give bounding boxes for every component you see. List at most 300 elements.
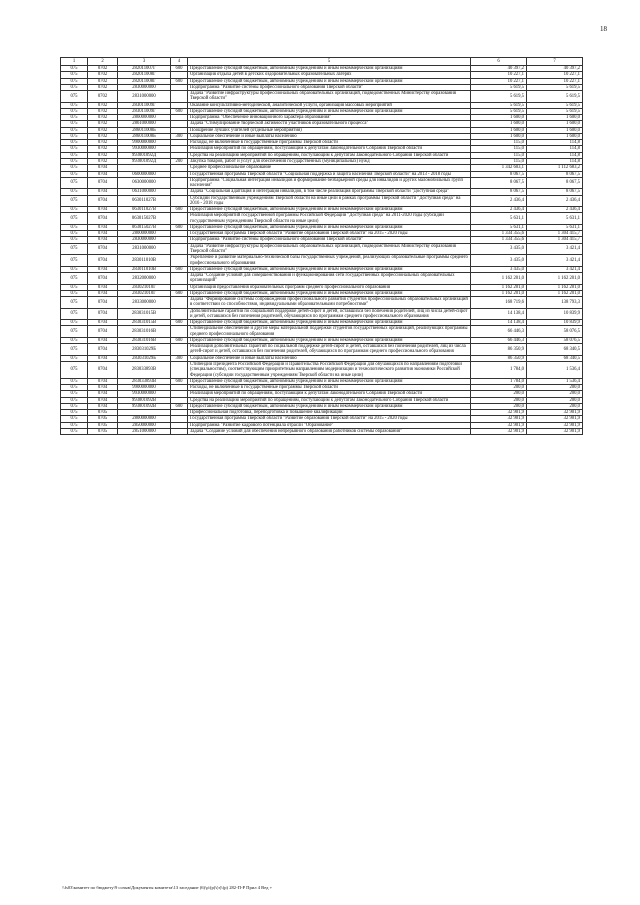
section-code-cell: 0704 xyxy=(88,308,118,320)
ministry-code-cell: 075 xyxy=(61,297,88,309)
target-article-code-cell: 283021010Г xyxy=(118,290,171,296)
section-code-cell: 0702 xyxy=(88,158,118,164)
plan-amount-cell: 1 784,0 xyxy=(471,362,527,379)
ministry-code-cell: 075 xyxy=(61,108,88,114)
actual-amount-cell: 138 793,3 xyxy=(527,297,583,309)
ministry-code-cell: 075 xyxy=(61,91,88,103)
plan-amount-cell: 5 619,5 xyxy=(471,91,527,103)
section-code-cell: 0704 xyxy=(88,177,118,189)
target-article-code-cell: 993001092В xyxy=(118,403,171,409)
actual-amount-cell: 1 162 201,0 xyxy=(527,273,583,285)
actual-amount-cell: 200,0 xyxy=(527,391,583,397)
ministry-code-cell: 075 xyxy=(61,165,88,171)
expense-type-code-cell: 200 xyxy=(171,158,188,164)
actual-amount-cell: 8 067,5 xyxy=(527,189,583,195)
actual-amount-cell: 114,8 xyxy=(527,152,583,158)
section-code-cell: 0702 xyxy=(88,91,118,103)
actual-amount-cell: 10 839,9 xyxy=(527,320,583,326)
plan-amount-cell: 200,0 xyxy=(471,403,527,409)
plan-amount-cell: 40 397,2 xyxy=(471,66,527,72)
actual-amount-cell: 58 076,5 xyxy=(527,337,583,343)
section-code-cell: 0704 xyxy=(88,231,118,237)
target-article-code-cell: 2831000000 xyxy=(118,243,171,255)
ministry-code-cell: 075 xyxy=(61,224,88,230)
actual-amount-cell: 58 076,5 xyxy=(527,326,583,338)
expense-type-code-cell xyxy=(171,308,188,320)
plan-amount-cell: 8 067,5 xyxy=(471,189,527,195)
section-code-cell: 0702 xyxy=(88,146,118,152)
actual-amount-cell: 32 901,9 xyxy=(527,428,583,434)
plan-amount-cell: 10 227,1 xyxy=(471,72,527,78)
description-cell: Профессиональная подготовка, переподготовка и повышение квалификации xyxy=(188,410,471,416)
expense-type-code-cell: 300 xyxy=(171,355,188,361)
actual-amount-cell: 3 421,4 xyxy=(527,243,583,255)
ministry-code-cell: 075 xyxy=(61,422,88,428)
target-article-code-cell: 2860000000 xyxy=(118,115,171,121)
actual-amount-cell: 1 536,4 xyxy=(527,378,583,384)
ministry-code-cell: 075 xyxy=(61,243,88,255)
target-article-code-cell: 9900000000 xyxy=(118,140,171,146)
expense-type-code-cell: 600 xyxy=(171,66,188,72)
description-cell: Укрепление и развитие материально-технической базы государственных учреждений, реализующих образовательные программы среднего профессионального образования xyxy=(188,255,471,267)
plan-amount-cell: 1 600,0 xyxy=(471,127,527,133)
target-article-code-cell: 2800000000 xyxy=(118,416,171,422)
expense-type-code-cell xyxy=(171,428,188,434)
table-header-row xyxy=(61,58,583,66)
table-row xyxy=(61,243,583,255)
section-code-cell: 0704 xyxy=(88,284,118,290)
description-cell: Задача "Стимулирование творческой активности участников образовательного процесса" xyxy=(188,121,471,127)
expense-type-code-cell xyxy=(171,326,188,338)
section-code-cell: 0704 xyxy=(88,266,118,272)
description-cell: Подпрограмма "Развитие кадрового потенциала отрасли "Образование" xyxy=(188,422,471,428)
target-article-code-cell: 2850000000 xyxy=(118,422,171,428)
target-article-code-cell: 993001092Д xyxy=(118,152,171,158)
expense-type-code-cell: 300 xyxy=(171,133,188,139)
actual-amount-cell: 1 304 415,7 xyxy=(527,237,583,243)
actual-amount-cell: 3 421,4 xyxy=(527,266,583,272)
description-cell: Задача "Развитие инфраструктуры профессиональных образовательных организаций, подведомственных Министерству образования Тверской области" xyxy=(188,91,471,103)
actual-amount-cell: 114,8 xyxy=(527,146,583,152)
target-article-code-cell: 283031016В xyxy=(118,326,171,338)
table-row xyxy=(61,195,583,207)
section-code-cell: 0704 xyxy=(88,320,118,326)
ministry-code-cell: 075 xyxy=(61,66,88,72)
description-cell: Реализация мероприятий государственной программы Российской Федерации "Доступная среда" на 2011-2020 годы (субсидии государственным учреждениям Тверской области на иные цели) xyxy=(188,213,471,225)
section-code-cell: 0704 xyxy=(88,290,118,296)
footer-file-path: \\fs03\комитет по бюджету\9 созыв\Документы комитета\13 заседание (6)\р\(р)\(з)\(р) 282-П-Р Прил 4 Вед + xyxy=(62,885,273,890)
target-article-code-cell: 283031015В xyxy=(118,320,171,326)
ministry-code-cell: 075 xyxy=(61,344,88,356)
description-cell: Подпрограмма "Развитие системы профессионального образования Тверской области" xyxy=(188,84,471,90)
description-cell: Предоставление субсидий бюджетным, автономным учреждениям и иным некоммерческим организациям xyxy=(188,403,471,409)
table-row xyxy=(61,290,583,296)
plan-amount-cell: 200,0 xyxy=(471,391,527,397)
table-row xyxy=(61,284,583,290)
section-code-cell: 0704 xyxy=(88,207,118,213)
plan-amount-cell: 32 901,9 xyxy=(471,422,527,428)
actual-amount-cell: 5 631,1 xyxy=(527,213,583,225)
actual-amount-cell: 1 304 415,7 xyxy=(527,231,583,237)
description-cell: Предоставление субсидий бюджетным, автономным учреждениям и иным некоммерческим организациям xyxy=(188,290,471,296)
actual-amount-cell: 1 162 201,0 xyxy=(527,284,583,290)
target-article-code-cell: 283031029Б xyxy=(118,355,171,361)
actual-amount-cell: 10 227,1 xyxy=(527,78,583,84)
plan-amount-cell: 1 600,0 xyxy=(471,121,527,127)
section-code-cell: 0704 xyxy=(88,243,118,255)
ministry-code-cell: 075 xyxy=(61,273,88,285)
plan-amount-cell: 5 619,5 xyxy=(471,108,527,114)
plan-amount-cell: 66 446,3 xyxy=(471,337,527,343)
section-code-cell: 0702 xyxy=(88,72,118,78)
actual-amount-cell: 114,8 xyxy=(527,158,583,164)
description-cell: Предоставление субсидий бюджетным, автономным учреждениям и иным некоммерческим организациям xyxy=(188,266,471,272)
actual-amount-cell: 10 839,9 xyxy=(527,308,583,320)
plan-amount-cell: 5 631,1 xyxy=(471,224,527,230)
section-code-cell: 0705 xyxy=(88,422,118,428)
ministry-code-cell: 075 xyxy=(61,78,88,84)
target-article-code-cell: 063015027В xyxy=(118,224,171,230)
plan-amount-cell: 115,0 xyxy=(471,158,527,164)
description-cell: Подпрограмма "Развитие системы профессионального образования Тверской области" xyxy=(188,237,471,243)
ministry-code-cell: 075 xyxy=(61,121,88,127)
expense-type-code-cell: 600 xyxy=(171,108,188,114)
ministry-code-cell: 075 xyxy=(61,266,88,272)
actual-amount-cell: 5 619,5 xyxy=(527,91,583,103)
plan-amount-cell: 14 138,4 xyxy=(471,320,527,326)
plan-amount-cell: 1 784,0 xyxy=(471,378,527,384)
section-code-cell: 0704 xyxy=(88,355,118,361)
description-cell: Реализация мероприятий по обращениям, поступающим к депутатам Законодательного Собрания Тверской области xyxy=(188,391,471,397)
actual-amount-cell: 1 112 683,2 xyxy=(527,165,583,171)
plan-amount-cell: 200,0 xyxy=(471,385,527,391)
target-article-code-cell: 283033893В xyxy=(118,362,171,379)
section-code-cell: 0704 xyxy=(88,362,118,379)
expense-type-code-cell: 600 xyxy=(171,403,188,409)
ministry-code-cell: 075 xyxy=(61,102,88,108)
description-cell: Задача "Формирование системы сопровождения профессионального развития студентов профессиональных образовательных организаций в соответствии со способностями, индивидуальными образовательными потребностями" xyxy=(188,297,471,309)
plan-amount-cell: 3 435,0 xyxy=(471,266,527,272)
actual-amount-cell: 3 421,4 xyxy=(527,255,583,267)
target-article-code-cell: 063011027В xyxy=(118,195,171,207)
actual-amount-cell: 2 436,4 xyxy=(527,195,583,207)
expense-type-code-cell: 600 xyxy=(171,320,188,326)
expense-type-code-cell xyxy=(171,273,188,285)
plan-amount-cell: 10 227,1 xyxy=(471,78,527,84)
expense-type-code-cell: 600 xyxy=(171,337,188,343)
section-code-cell: 0704 xyxy=(88,385,118,391)
section-code-cell: 0702 xyxy=(88,152,118,158)
target-article-code-cell: 2851000000 xyxy=(118,428,171,434)
target-article-code-cell: 993001092В xyxy=(118,397,171,403)
header-cell: 1 xyxy=(61,58,88,66)
actual-amount-cell: 200,0 xyxy=(527,397,583,403)
ministry-code-cell: 075 xyxy=(61,84,88,90)
actual-amount-cell: 1 536,4 xyxy=(527,362,583,379)
table-row xyxy=(61,362,583,379)
section-code-cell: 0704 xyxy=(88,391,118,397)
actual-amount-cell: 1 600,0 xyxy=(527,127,583,133)
description-cell: Подпрограмма "Обеспечение инновационного характера образования" xyxy=(188,115,471,121)
table-row xyxy=(61,273,583,285)
ministry-code-cell: 075 xyxy=(61,428,88,434)
ministry-code-cell: 075 xyxy=(61,133,88,139)
table-row xyxy=(61,213,583,225)
section-code-cell: 0702 xyxy=(88,84,118,90)
target-article-code-cell: 993001092Д xyxy=(118,158,171,164)
header-cell: 2 xyxy=(88,58,118,66)
description-cell: Организация отдыха детей в детских оздоровительных образовательных лагерях xyxy=(188,72,471,78)
target-article-code-cell: 063011027В xyxy=(118,207,171,213)
ministry-code-cell: 075 xyxy=(61,320,88,326)
target-article-code-cell: 283033893В xyxy=(118,378,171,384)
plan-amount-cell: 1 342 603,1 xyxy=(471,165,527,171)
ministry-code-cell: 075 xyxy=(61,207,88,213)
target-article-code-cell: 2832000000 xyxy=(118,273,171,285)
plan-amount-cell: 200,0 xyxy=(471,397,527,403)
description-cell: Предоставление субсидий бюджетным, автономным учреждениям и иным некоммерческим организациям xyxy=(188,378,471,384)
expense-type-code-cell xyxy=(171,344,188,356)
actual-amount-cell: 68 340,5 xyxy=(527,344,583,356)
plan-amount-cell: 66 446,3 xyxy=(471,326,527,338)
header-cell: 7 xyxy=(527,58,583,66)
target-article-code-cell: 282011008Г xyxy=(118,78,171,84)
ministry-code-cell: 075 xyxy=(61,171,88,177)
target-article-code-cell: 063015027В xyxy=(118,213,171,225)
description-cell: Предоставление субсидий бюджетным, автономным учреждениям и иным некоммерческим организациям xyxy=(188,224,471,230)
ministry-code-cell: 075 xyxy=(61,231,88,237)
plan-amount-cell: 5 631,1 xyxy=(471,213,527,225)
plan-amount-cell: 5 619,5 xyxy=(471,102,527,108)
table-row xyxy=(61,326,583,338)
ministry-code-cell: 075 xyxy=(61,403,88,409)
ministry-code-cell: 075 xyxy=(61,397,88,403)
description-cell: Среднее профессиональное образование xyxy=(188,165,471,171)
plan-amount-cell: 3 435,0 xyxy=(471,255,527,267)
description-cell: Государственная программа Тверской области "Развитие образования Тверской области" на 2015 - 2020 годы xyxy=(188,416,471,422)
expense-type-code-cell: 600 xyxy=(171,78,188,84)
section-code-cell: 0705 xyxy=(88,428,118,434)
plan-amount-cell: 8 067,5 xyxy=(471,171,527,177)
actual-amount-cell: 1 600,0 xyxy=(527,121,583,127)
ministry-code-cell: 075 xyxy=(61,416,88,422)
plan-amount-cell: 8 067,5 xyxy=(471,177,527,189)
description-cell: Подпрограмма "Социальная интеграция инвалидов и формирование безбарьерной среды для инвалидов и других маломобильных групп населения" xyxy=(188,177,471,189)
section-code-cell: 0702 xyxy=(88,78,118,84)
description-cell: Организация предоставления образовательных программ среднего профессионального образования xyxy=(188,284,471,290)
plan-amount-cell: 1 334 355,6 xyxy=(471,231,527,237)
plan-amount-cell: 115,0 xyxy=(471,146,527,152)
target-article-code-cell: 286011008Б xyxy=(118,127,171,133)
ministry-code-cell: 075 xyxy=(61,326,88,338)
section-code-cell: 0704 xyxy=(88,337,118,343)
description-cell: Средства на реализацию мероприятий по обращениям, поступающим к депутатам Законодательного Собрания Тверской области xyxy=(188,152,471,158)
plan-amount-cell: 1 162 201,0 xyxy=(471,273,527,285)
description-cell: Закупка товаров, работ и услуг для обеспечения государственных (муниципальных) нужд xyxy=(188,158,471,164)
target-article-code-cell: 283011009Г xyxy=(118,102,171,108)
description-cell: Стипендиальное обеспечение и другие меры материальной поддержки студентов государственных организаций, реализующих программы среднего профессионального образования xyxy=(188,326,471,338)
actual-amount-cell: 32 901,9 xyxy=(527,422,583,428)
target-article-code-cell: 2861000000 xyxy=(118,121,171,127)
actual-amount-cell: 5 619,5 xyxy=(527,84,583,90)
table-row xyxy=(61,344,583,356)
description-cell: Предоставление субсидий бюджетным, автономным учреждениям и иным некоммерческим организациям xyxy=(188,207,471,213)
actual-amount-cell: 200,0 xyxy=(527,385,583,391)
description-cell: Государственная программа Тверской области "Развитие образования Тверской области" на 2015 - 2020 годы xyxy=(188,231,471,237)
ministry-code-cell: 075 xyxy=(61,140,88,146)
section-code-cell: 0704 xyxy=(88,165,118,171)
description-cell: Предоставление субсидий бюджетным, автономным учреждениям и иным некоммерческим организациям xyxy=(188,108,471,114)
target-article-code-cell: 9900000000 xyxy=(118,385,171,391)
target-article-code-cell: 2830000000 xyxy=(118,84,171,90)
description-cell: Предоставление субсидий бюджетным, автономным учреждениям и иным некоммерческим организациям xyxy=(188,78,471,84)
section-code-cell: 0702 xyxy=(88,121,118,127)
expense-type-code-cell: 600 xyxy=(171,224,188,230)
section-code-cell: 0702 xyxy=(88,108,118,114)
header-cell: 3 xyxy=(118,58,171,66)
section-code-cell: 0702 xyxy=(88,66,118,72)
description-cell: Задача "Создание условий для обеспечения непрерывного образования работников системы образования" xyxy=(188,428,471,434)
ministry-code-cell: 075 xyxy=(61,362,88,379)
section-code-cell: 0704 xyxy=(88,189,118,195)
section-code-cell: 0704 xyxy=(88,403,118,409)
description-cell: Социальное обеспечение и иные выплаты населению xyxy=(188,355,471,361)
target-article-code-cell: 0631000000 xyxy=(118,189,171,195)
description-cell: Задача "Создание условий для совершенствования и функционирования сети государственных профессиональных образовательных организаций" xyxy=(188,273,471,285)
section-code-cell: 0704 xyxy=(88,237,118,243)
target-article-code-cell: 283031029Б xyxy=(118,344,171,356)
header-cell: 6 xyxy=(471,58,527,66)
plan-amount-cell: 86 350,9 xyxy=(471,344,527,356)
target-article-code-cell: 2830000000 xyxy=(118,237,171,243)
expense-type-code-cell xyxy=(171,297,188,309)
description-cell: Поощрение лучших учителей (отдельные мероприятия) xyxy=(188,127,471,133)
table-row xyxy=(61,308,583,320)
ministry-code-cell: 075 xyxy=(61,237,88,243)
header-cell: 5 xyxy=(188,58,471,66)
section-code-cell: 0704 xyxy=(88,344,118,356)
plan-amount-cell: 115,0 xyxy=(471,152,527,158)
section-code-cell: 0704 xyxy=(88,224,118,230)
description-cell: Дополнительные гарантии по социальной поддержке детей-сирот и детей, оставшихся без попечения родителей, лиц из числа детей-сирот и детей, оставшихся без попечения родителей, обучающихся по программам среднего профессионального образования xyxy=(188,308,471,320)
expense-type-code-cell xyxy=(171,195,188,207)
ministry-code-cell: 075 xyxy=(61,72,88,78)
description-cell: Предоставление субсидий бюджетным, автономным учреждениям и иным некоммерческим организациям xyxy=(188,320,471,326)
plan-amount-cell: 1 162 201,0 xyxy=(471,290,527,296)
table-row xyxy=(61,297,583,309)
description-cell: Предоставление субсидий бюджетным, автономным учреждениям и иным некоммерческим организациям xyxy=(188,337,471,343)
actual-amount-cell: 1 162 201,0 xyxy=(527,290,583,296)
description-cell: Расходы, не включенные в государственные программы Тверской области xyxy=(188,385,471,391)
ministry-code-cell: 075 xyxy=(61,337,88,343)
target-article-code-cell: 283011009Г xyxy=(118,108,171,114)
section-code-cell: 0704 xyxy=(88,273,118,285)
description-cell: Предоставление субсидий бюджетным, автономным учреждениям и иным некоммерческим организациям xyxy=(188,66,471,72)
ministry-code-cell: 075 xyxy=(61,158,88,164)
actual-amount-cell: 68 340,5 xyxy=(527,355,583,361)
actual-amount-cell: 5 619,5 xyxy=(527,102,583,108)
ministry-code-cell: 075 xyxy=(61,189,88,195)
section-code-cell: 0702 xyxy=(88,102,118,108)
section-code-cell: 0704 xyxy=(88,255,118,267)
plan-amount-cell: 86 350,9 xyxy=(471,355,527,361)
section-code-cell: 0704 xyxy=(88,213,118,225)
table-row xyxy=(61,428,583,434)
section-code-cell: 0705 xyxy=(88,416,118,422)
plan-amount-cell: 5 619,5 xyxy=(471,84,527,90)
target-article-code-cell: 283031015В xyxy=(118,308,171,320)
table-row xyxy=(61,237,583,243)
description-cell: Расходы, не включенные в государственные программы Тверской области xyxy=(188,140,471,146)
target-article-code-cell: 283011010В xyxy=(118,255,171,267)
actual-amount-cell: 5 619,5 xyxy=(527,108,583,114)
plan-amount-cell: 1 334 355,6 xyxy=(471,237,527,243)
target-article-code-cell: 9930000000 xyxy=(118,391,171,397)
plan-amount-cell: 1 600,0 xyxy=(471,115,527,121)
description-cell: Социальное обеспечение и иные выплаты населению xyxy=(188,133,471,139)
plan-amount-cell: 1 162 201,0 xyxy=(471,284,527,290)
target-article-code-cell: 283031016В xyxy=(118,337,171,343)
ministry-code-cell: 075 xyxy=(61,213,88,225)
plan-amount-cell: 32 901,9 xyxy=(471,428,527,434)
section-code-cell: 0705 xyxy=(88,410,118,416)
expense-type-code-cell xyxy=(171,177,188,189)
table-row xyxy=(61,255,583,267)
description-cell: Стипендии Президента Российской Федерации и Правительства Российской Федерации для обучающихся по направлениям подготовки (специальностям), соответствующим приоритетным направлениям модернизации и технологического развития экономики Российской Федерации (субсидии государственным учреждениям Тверской области на иные цели) xyxy=(188,362,471,379)
description-cell: Задача "Социальная адаптация и интеграция инвалидов, в том числе реализация программы Тверской области "Доступная среда" xyxy=(188,189,471,195)
expense-type-code-cell: 600 xyxy=(171,207,188,213)
target-article-code-cell: 0600000000 xyxy=(118,171,171,177)
expense-type-code-cell: 600 xyxy=(171,378,188,384)
ministry-code-cell: 075 xyxy=(61,195,88,207)
description-cell: Реализация дополнительных гарантий по социальной поддержке детей-сирот и детей, оставшихся без попечения родителей, лиц из числа детей-сирот и детей, оставшихся без попечения родителей, обучающихся по программам среднего профессионального образования xyxy=(188,344,471,356)
section-code-cell: 0702 xyxy=(88,115,118,121)
ministry-code-cell: 075 xyxy=(61,308,88,320)
actual-amount-cell: 40 397,2 xyxy=(527,66,583,72)
plan-amount-cell: 2 436,4 xyxy=(471,207,527,213)
ministry-code-cell: 075 xyxy=(61,115,88,121)
ministry-code-cell: 075 xyxy=(61,146,88,152)
target-article-code-cell: 2831000000 xyxy=(118,91,171,103)
ministry-code-cell: 075 xyxy=(61,410,88,416)
target-article-code-cell: 282011007Г xyxy=(118,66,171,72)
page-number: 18 xyxy=(600,25,607,33)
section-code-cell: 0702 xyxy=(88,127,118,133)
ministry-code-cell: 075 xyxy=(61,391,88,397)
ministry-code-cell: 075 xyxy=(61,152,88,158)
section-code-cell: 0704 xyxy=(88,326,118,338)
expense-type-code-cell xyxy=(171,255,188,267)
plan-amount-cell: 32 901,9 xyxy=(471,410,527,416)
target-article-code-cell: 9930000000 xyxy=(118,146,171,152)
actual-amount-cell: 1 600,0 xyxy=(527,133,583,139)
description-cell: Оказание консультативно-методической, аналитической услуги, организация массовых мероприятий xyxy=(188,102,471,108)
section-code-cell: 0704 xyxy=(88,171,118,177)
actual-amount-cell: 200,0 xyxy=(527,403,583,409)
header-cell: 4 xyxy=(171,58,188,66)
ministry-code-cell: 075 xyxy=(61,284,88,290)
plan-amount-cell: 168 719,6 xyxy=(471,297,527,309)
section-code-cell: 0704 xyxy=(88,378,118,384)
target-article-code-cell: 283011010В xyxy=(118,266,171,272)
target-article-code-cell: 283021010Г xyxy=(118,284,171,290)
actual-amount-cell: 32 901,9 xyxy=(527,416,583,422)
expense-type-code-cell: 600 xyxy=(171,290,188,296)
section-code-cell: 0702 xyxy=(88,140,118,146)
ministry-code-cell: 075 xyxy=(61,290,88,296)
target-article-code-cell: 2800000000 xyxy=(118,231,171,237)
plan-amount-cell: 115,0 xyxy=(471,140,527,146)
